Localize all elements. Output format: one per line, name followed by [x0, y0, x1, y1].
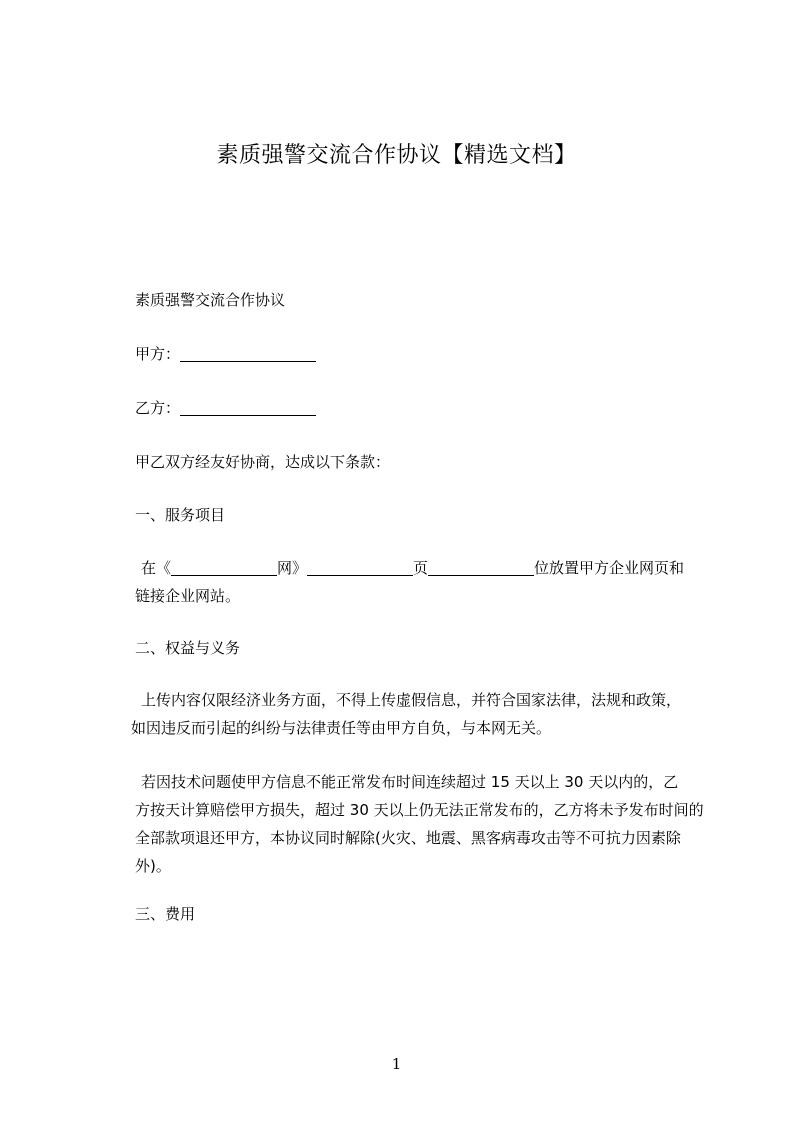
section-heading-fees: 三、费用 — [135, 905, 196, 923]
section1-seg1: 网》 — [277, 559, 308, 577]
section2-para2-line3: 全部款项退还甲方，本协议同时解除(火灾、地震、黑客病毒攻击等不可抗力因素除 — [135, 829, 681, 847]
page-title: 素质强警交流合作协议【精选文档】 — [216, 143, 577, 168]
section1-seg2: 页 — [413, 559, 429, 577]
section-heading-rights: 二、权益与义务 — [135, 639, 241, 657]
intro-paragraph: 甲乙双方经友好协商，达成以下条款： — [135, 453, 391, 471]
party-b-blank — [180, 398, 316, 416]
site-name-blank — [171, 558, 277, 576]
party-a-label: 甲方： — [135, 345, 181, 363]
section2-para2-line4: 外)。 — [135, 857, 171, 875]
section-heading-services: 一、服务项目 — [135, 506, 226, 524]
section1-line1 — [141, 554, 684, 582]
section1-line2: 链接企业网站。 — [135, 587, 241, 605]
section2-paragraph-content — [131, 686, 701, 742]
position-blank — [428, 558, 534, 576]
page-number: 1 — [391, 1055, 402, 1073]
party-b-label: 乙方： — [135, 399, 181, 417]
party-b-line — [135, 394, 316, 422]
section2-para2-line2: 方按天计算赔偿甲方损失，超过 30 天以上仍无法正常发布的，乙方将未予发布时间的 — [135, 801, 704, 819]
section1-seg3: 位放置甲方企业网页和 — [534, 559, 685, 577]
section2-para2-line1: 若因技术问题使甲方信息不能正常发布时间连续超过 15 天以上 30 天以内的，乙 — [141, 773, 679, 791]
party-a-blank — [180, 344, 316, 362]
section2-para1-line1: 上传内容仅限经济业务方面，不得上传虚假信息，并符合国家法律，法规和政策， — [141, 691, 682, 709]
page-blank — [307, 558, 413, 576]
section2-para1-line2: 如因违反而引起的纠纷与法律责任等由甲方自负，与本网无关。 — [131, 719, 552, 737]
section1-prefix: 在《 — [141, 559, 172, 577]
agreement-subtitle: 素质强警交流合作协议 — [135, 291, 286, 309]
section2-paragraph-compensation — [135, 768, 704, 880]
party-a-line — [135, 340, 316, 368]
